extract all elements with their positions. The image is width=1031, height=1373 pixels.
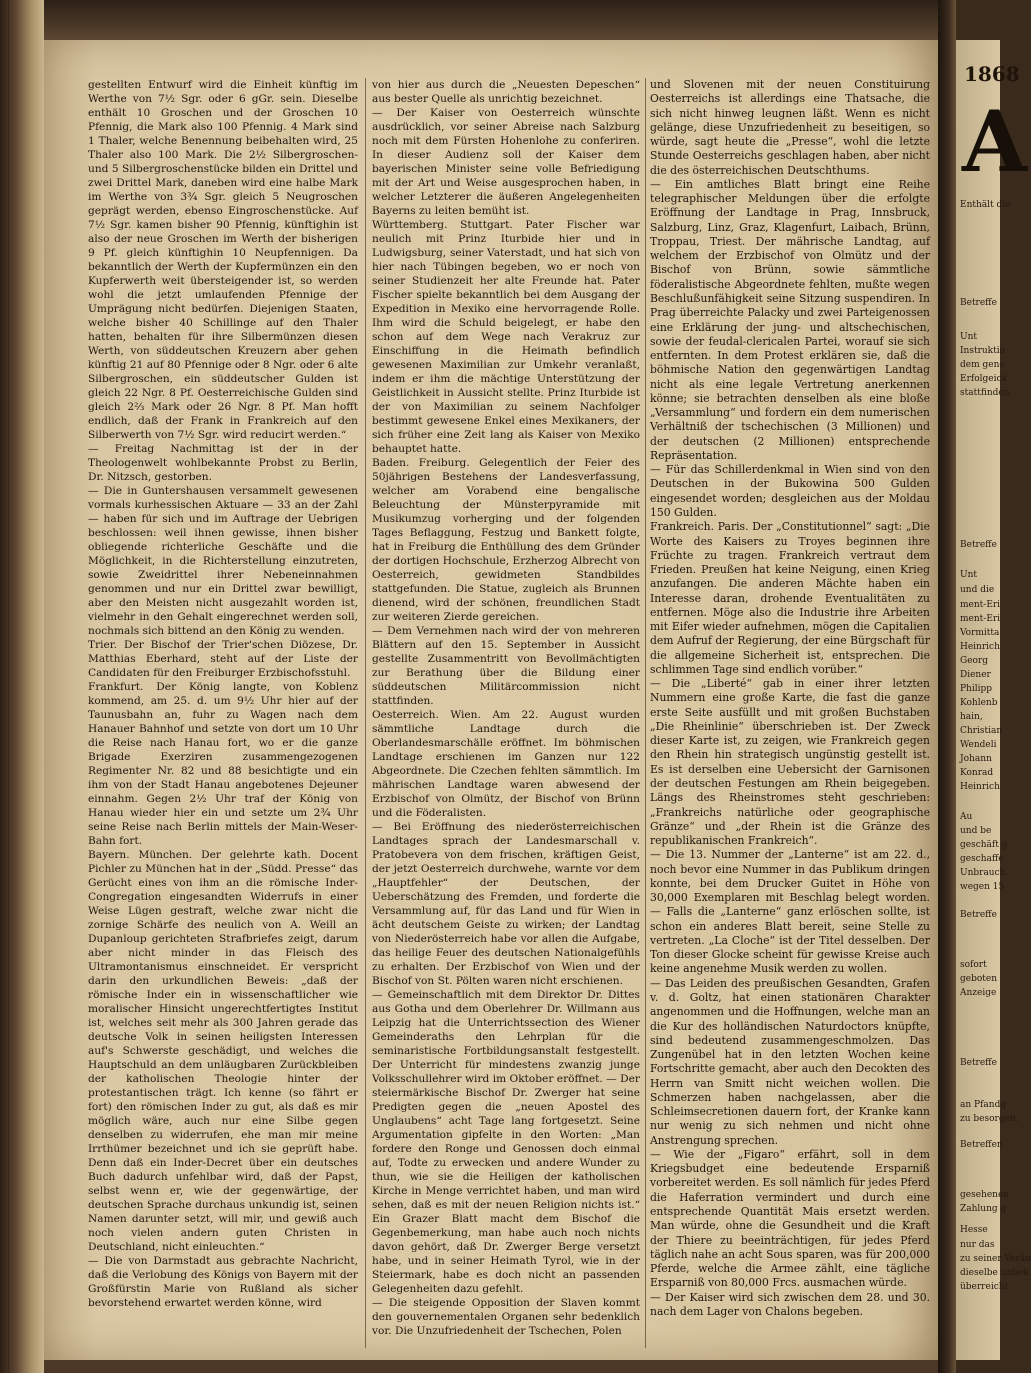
adjacent-page-text-fragment: Betreffe	[960, 540, 997, 550]
article-paragraph: und Slovenen mit der neuen Constituirung Oesterreichs ist allerdings eine Thatsache, die sich nicht hinweg leugnen läßt. Wenn es nicht gelänge, diese Unzufriedenheit zu beseitigen, so würde, sagt heute die „Presse“, wohl die letzte Stunde Oesterreichs geschlagen haben, aber nicht die des österreichischen Deutschthums.	[650, 78, 930, 177]
adjacent-page-text-fragment: sofort	[960, 960, 987, 970]
article-paragraph: — Gemeinschaftlich mit dem Direktor Dr. Dittes aus Gotha und dem Oberlehrer Dr. Willmann aus Leipzig hat die Unterrichtssection des Wiener Gemeinderaths den Lehrplan für die seminaristische Fortbildungsanstalt festgestellt. Der Unterricht für mindestens zwanzig junge Volksschullehrer wird im Oktober eröffnet. — Der steiermärkische Bischof Dr. Zwerger hat seine Predigten gegen die „neuen Apostel des Unglaubens“ acht Tage lang fortgesetzt. Seine Argumentation gipfelte in den Worten: „Man fordere den Ronge und Genossen doch einmal auf, Todte zu erwecken und andere Wunder zu thun, wie sie die Heiligen der katholischen Kirche in Menge verrichtet haben, und man wird sehen, daß es mit der neuen Religion nichts ist.“ Ein Grazer Blatt macht dem Bischof die Gegenbemerkung, man habe auch noch nichts davon gehört, daß Dr. Zwerger Berge versetzt habe, und in seiner Heimath Tyrol, wie in der Steiermark, habe es doch nicht an passenden Gelegenheiten dazu gefehlt.	[372, 989, 640, 1295]
article-paragraph: — Der Kaiser von Oesterreich wünschte ausdrücklich, vor seiner Abreise nach Salzburg noch mit dem Fürsten Hohenlohe zu conferiren. In dieser Audienz soll der Kaiser dem bayerischen Minister seine volle Befriedigung mit der Art und Weise ausgesprochen haben, in welcher Letzterer die äußeren Angelegenheiten Bayerns zu leiten bemüht ist.	[372, 107, 640, 217]
adjacent-page-text-fragment: hain,	[960, 712, 983, 722]
adjacent-page-text-fragment: ment-Eri	[960, 600, 1001, 610]
adjacent-page-text-fragment: Johann	[960, 754, 992, 764]
adjacent-page-text-fragment: Wendeli	[960, 740, 997, 750]
article-paragraph: Württemberg. Stuttgart. Pater Fischer war neulich mit Prinz Iturbide hier und in Ludwigsburg, seiner Vaterstadt, und hat sich von hier nach Tübingen begeben, wo er noch von seiner Studienzeit her alte Freunde hat. Pater Fischer spielte bekanntlich bei dem Ausgang der Expedition in Mexiko eine hervorragende Rolle. Ihm wird die Schuld beigelegt, er habe den schon auf dem Wege nach Verakruz zur Einschiffung in die Heimath befindlich gewesenen Maximilian zur Umkehr veranlaßt, indem er ihm die mächtige Unterstützung der Geistlichkeit in Aussicht stellte. Prinz Iturbide ist der von Maximilian zu seinem Nachfolger bestimmt gewesene Enkel eines Mexikaners, der sich früher eine Zeit lang als Kaiser von Mexiko behauptet hatte.	[372, 219, 640, 455]
adjacent-page-text-fragment: Enthält die	[960, 200, 1011, 210]
article-paragraph: — Freitag Nachmittag ist der in der Theologenwelt wohlbekannte Probst zu Berlin, Dr. Nitzsch, gestorben.	[88, 443, 358, 483]
adjacent-page-text-fragment: Unt	[960, 570, 977, 580]
article-paragraph: — Bei Eröffnung des niederösterreichischen Landtages sprach der Landesmarschall v. Pratobevera von dem frischen, kräftigen Geist, der jetzt Oesterreich durchwehe, warnte vor dem „Hauptfehler“ der Deutschen, der Ueberschätzung des Fremden, und forderte die Versammlung auf, für das Land und für Wien in ächt deutschem Geiste zu wirken; der Landtag von Niederösterreich habe vor allen die Aufgabe, das heilige Feuer des deutschen Nationalgefühls zu erhalten. Der Erzbischof von Wien und der Bischof von St. Pölten waren nicht erschienen.	[372, 821, 640, 987]
adjacent-page-text-fragment: Unt	[960, 332, 977, 342]
adjacent-page-text-fragment: Vormitta	[960, 628, 1000, 638]
article-paragraph: Bayern. München. Der gelehrte kath. Docent Pichler zu München hat in der „Südd. Presse“ das Gerücht eines von ihm an die römische Inder-Congregation eingesandten Widerrufs in einer Weise Lügen gestraft, welche zwar nicht die zornige Schärfe des neulich von A. Weill an Dupanloup gerichteten Strafbriefes zeigt, darum aber nicht minder in das Fleisch des Ultramontanismus einschneidet. Er verspricht darin den urkundlichen Beweis: „daß der römische Inder ein in wissenschaftlicher wie moralischer Hinsicht ungerechtfertigtes Institut ist, welches seit mehr als 300 Jahren gerade das deutsche Volk in seinen heiligsten Interessen auf's Schwerste geschädigt, und welches die Hauptschuld an dem unläugbaren Zurückbleiben der katholischen Theologie hinter der protestantischen trägt. Ich kenne (so fährt er fort) den römischen Inder zu gut, als daß es mir möglich wäre, auch nur eine Silbe gegen denselben zu widerrufen, ehe man mir meine Irrthümer bezeichnet und ich sie geprüft habe. Denn daß ein Inder-Decret über ein deutsches Buch dadurch unfehlbar wird, daß der Papst, selbst wenn er, wie der gegenwärtige, der deutschen Sprache durchaus unkundig ist, seinen Namen darunter setzt, will mir, und gewiß auch noch vielen andern guten Christen in Deutschland, nicht einleuchten.“	[88, 849, 358, 1253]
article-paragraph: Frankreich. Paris. Der „Constitutionnel“ sagt: „Die Worte des Kaisers zu Troyes beginnen ihre Früchte zu tragen. Frankreich vertraut dem Frieden. Preußen hat keine Neigung, einen Krieg anzufangen. Die anderen Mächte haben ein Interesse daran, drohende Eventualitäten zu entfernen. Möge also die Industrie ihre Arbeiten mit Eifer wieder aufnehmen, mögen die Capitalien dem Aufruf der Regierung, der eine Bürgschaft für die allgemeine Sicherheit ist, entsprechen. Die schlimmen Tage sind endlich vorüber.“	[650, 520, 930, 676]
adjacent-page-text-fragment: Heinrich	[960, 782, 1000, 792]
column-divider	[645, 78, 646, 1348]
column-divider	[365, 78, 366, 1348]
adjacent-page-text-fragment: geschäft g	[960, 840, 1008, 850]
adjacent-page-text-fragment: Betreffe	[960, 910, 997, 920]
adjacent-page-text-fragment: Kohlenb	[960, 698, 998, 708]
adjacent-page-text-fragment: Christian	[960, 726, 1003, 736]
adjacent-page-text-fragment: Instruktio	[960, 346, 1006, 356]
article-paragraph: — Die in Guntershausen versammelt gewesenen vormals kurhessischen Aktuare — 33 an der Zahl — haben für sich und im Auftrage der Uebrigen beschlossen: weil ihnen gewisse, ihnen bisher obliegende richterliche Geschäfte und die Möglichkeit, in die Richterstellung einzutreten, sowie Zweidrittel ihrer Nebeneinnahmen genommen und nur ein Drittel zwar bewilligt, aber den Meisten nicht ausgezahlt worden ist, vielmehr in den Gehalt eingerechnet werden soll, nochmals sich bittend an den König zu wenden.	[88, 485, 358, 637]
adjacent-page-text-fragment: wegen 15	[960, 882, 1005, 892]
article-paragraph: — Wie der „Figaro“ erfährt, soll in dem Kriegsbudget eine bedeutende Ersparniß vorbereitet werden. Es soll nämlich für jedes Pferd die Haferration vermindert und durch eine entsprechende Quantität Mais ersetzt werden. Man würde, ohne die Gesundheit und die Kraft der Thiere zu beeinträchtigen, für jedes Pferd täglich nahe an acht Sous sparen, was für 200,000 Pferde, welche die Armee zählt, eine tägliche Ersparniß von 80,000 Frcs. ausmachen würde.	[650, 1147, 930, 1290]
article-paragraph: — Für das Schillerdenkmal in Wien sind von den Deutschen in der Bukowina 500 Gulden eingesendet worden; desgleichen aus der Moldau 150 Gulden.	[650, 463, 930, 519]
adjacent-page-text-fragment: zu seiner Veräu	[960, 1254, 1031, 1264]
book-binding	[0, 0, 44, 1373]
adjacent-page-text-fragment: Konrad	[960, 768, 994, 778]
article-paragraph: — Die 13. Nummer der „Lanterne“ ist am 22. d., noch bevor eine Nummer in das Publikum dringen konnte, bei dem Drucker Guitet in Höhe von 30,000 Exemplaren mit Beschlag belegt worden. — Falls die „Lanterne“ ganz erlöschen sollte, ist schon ein anderes Blatt bereit, seine Stelle zu vertreten. „La Cloche“ ist der Titel desselben. Der Ton dieser Glocke scheint für gewisse Kreise auch keine angenehme Musik werden zu wollen.	[650, 848, 930, 976]
adjacent-page-text-fragment: und be	[960, 826, 992, 836]
article-paragraph: — Der Kaiser wird sich zwischen dem 28. und 30. nach dem Lager von Chalons begeben.	[650, 1290, 930, 1318]
article-paragraph: — Die steigende Opposition der Slaven kommt den gouvernementalen Organen sehr bedenklich vor. Die Unzufriedenheit der Tschechen, Polen	[372, 1297, 640, 1337]
article-paragraph: gestellten Entwurf wird die Einheit künftig im Werthe von 7½ Sgr. oder 6 gGr. sein. Dieselbe enthält 10 Groschen und der Groschen 10 Pfennig, die Mark also 100 Pfennig. 4 Mark sind 1 Thaler, welche Benennung beibehalten wird, 25 Thaler also 100 Mark. Die 2½ Silbergroschen- und 5 Silbergroschenstücke bilden ein Drittel und zwei Drittel Mark, daneben wird eine halbe Mark im Werthe von 3¾ Sgr. gleich 5 Neugroschen geprägt werden, ebenso Eingroschenstücke. Auf 7½ Sgr. kamen bisher 90 Pfennig, künftighin ist also der neue Groschen im Werth der bisherigen 9 Pf. gleich künftighin 10 Neupfennigen. Da bekanntlich der Werth der Kupfermünzen ein den Kupferwerth weit übersteigender ist, so werden wohl die jetzt umlaufenden Pfennige der Umprägung nicht bedürfen. Diejenigen Staaten, welche bisher 40 Schillinge auf den Thaler hatten, behalten für ihre Silbermünzen diesen Werth, von süddeutschen Kreuzern aber gehen künftig 21 auf 80 Pfennige oder 8 Ngr. oder 6 alte Silbergroschen, ein süddeutscher Gulden ist gleich 22 Ngr. 8 Pf. Oesterreichische Gulden sind gleich 2⅔ Mark oder 26 Ngr. 8 Pf. Man hofft endlich, daß der Frank in Frankreich auf den Silberwerth von 7½ Sgr. wird reducirt werden.“	[88, 79, 358, 441]
adjacent-page-text-fragment: Heinrich	[960, 642, 1000, 652]
adjacent-page-text-fragment: und die	[960, 585, 995, 595]
adjacent-page-year: 1868	[964, 62, 1020, 86]
article-paragraph: Baden. Freiburg. Gelegentlich der Feier des 50jährigen Bestehens der Landesverfassung, welcher am Vorabend eine bengalische Beleuchtung der Münsterpyramide mit Musikumzug vorherging und der folgenden Tages Beflaggung, Festzug und Bankett folgte, hat in Freiburg die Enthüllung des dem Gründer der dortigen Hochschule, Erzherzog Albrecht von Oesterreich, gewidmeten Standbildes stattgefunden. Die Statue, zugleich als Brunnen dienend, wird der schönen, freundlichen Stadt zur weiteren Zierde gereichen.	[372, 457, 640, 623]
adjacent-page-text-fragment: Hesse	[960, 1225, 988, 1235]
adjacent-page-text-fragment: Betreffe	[960, 1058, 997, 1068]
article-paragraph: — Das Leiden des preußischen Gesandten, Grafen v. d. Goltz, hat einen stationären Charakter angenommen und die Hoffnungen, welche man an die Kur des holländischen Naturdoctors knüpfte, sind bedeutend zusammengeschmolzen. Das Zungenübel hat in den letzten Wochen keine Fortschritte gemacht, aber auch den Decokten des Herrn van Smitt nicht weichen wollen. Die Schmerzen haben nachgelassen, aber die Schleimsecretionen dauern fort, der Kranke kann nur wenig zu sich nehmen und nicht ohne Anstrengung sprechen.	[650, 976, 930, 1147]
adjacent-page-text-fragment: Georg	[960, 656, 988, 666]
column-2	[372, 78, 640, 1338]
column-1	[88, 78, 358, 1310]
article-paragraph: Frankfurt. Der König langte, von Koblenz kommend, am 25. d. um 9½ Uhr hier auf der Taunusbahn an, fuhr zu Wagen nach dem Hanauer Bahnhof und setzte von dort um 10 Uhr die Reise nach Hanau fort, wo er die ganze Brigade Exerziren zusammengezogenen Regimenter Nr. 82 und 88 besichtigte und ein ihm von der Stadt Hanau angebotenes Dejeuner einnahm. Gegen 2½ Uhr traf der König von Hanau wieder hier ein und setzte um 2¾ Uhr seine Reise nach Berlin mittels der Main-Weser-Bahn fort.	[88, 681, 358, 847]
article-paragraph: — Ein amtliches Blatt bringt eine Reihe telegraphischer Meldungen über die erfolgte Eröffnung der Landtage in Prag, Innsbruck, Salzburg, Linz, Graz, Klagenfurt, Laibach, Brünn, Troppau, Triest. Der mährische Landtag, auf welchem der Erzbischof von Olmütz und der Bischof von Brünn, sowie sämmtliche föderalistische Abgeordnete fehlten, mußte wegen Beschlußunfähigkeit seine Sitzung suspendiren. In Prag überreichte Palacky und zwei Parteigenossen eine Erklärung der jung- und altschechischen, sowie der feudal-clericalen Partei, worauf sie sich entfernten. In dem Protest erklären sie, daß die böhmische Nation den gegenwärtigen Landtag nicht als eine legale Vertretung anerkennen könne; sie betrachten denselben als eine bloße „Versammlung“ und fordern ein dem numerischen Verhältniß der tschechischen (3 Millionen) und der deutschen (2 Millionen) entsprechende Repräsentation.	[650, 177, 930, 462]
article-paragraph: — Die „Liberté“ gab in einer ihrer letzten Nummern eine große Karte, die fast die ganze erste Seite ausfüllt und mit großen Buchstaben „Die Rheinlinie“ überschrieben ist. Der Zweck dieser Karte ist, zu zeigen, wie Frankreich gegen den Rhein hin strategisch ungünstig gestellt ist. Es ist derselben eine Uebersicht der Garnisonen der deutschen Festungen am Rhein beigegeben. Längs des Rheinstromes steht geschrieben: „Frankreichs natürliche oder geographische Gränze“ und „der Rhein ist die Gränze des republikanischen Frankreich“.	[650, 677, 930, 848]
adjacent-page-text-fragment: Philipp	[960, 684, 993, 694]
article-paragraph: von hier aus durch die „Neuesten Depeschen“ aus bester Quelle als unrichtig bezeichnet.	[372, 79, 640, 105]
page-bottom-shadow	[44, 1360, 940, 1373]
adjacent-page-text-fragment: Zahlung g	[960, 1204, 1007, 1214]
article-paragraph: Trier. Der Bischof der Trier'schen Diözese, Dr. Matthias Eberhard, steht auf der Liste der Candidaten für den Freiburger Erzbischofsstuhl.	[88, 639, 358, 679]
adjacent-page-text-fragment: ment-Eri	[960, 614, 1001, 624]
adjacent-page-text-fragment: gesehenen	[960, 1190, 1010, 1200]
adjacent-page-masthead-initial: A	[962, 92, 1028, 191]
adjacent-page-text-fragment: Anzeige	[960, 988, 997, 998]
article-paragraph: — Die von Darmstadt aus gebrachte Nachricht, daß die Verlobung des Königs von Bayern mit der Großfürstin Marie von Rußland als sicher bevorstehend erwartet werden könne, wird	[88, 1255, 358, 1309]
adjacent-page-text-fragment: stattfinden	[960, 388, 1010, 398]
adjacent-page-text-fragment: an Pfandg	[960, 1100, 1007, 1110]
adjacent-page-text-fragment: nur das	[960, 1240, 995, 1250]
adjacent-page-text-fragment: Unbrauch	[960, 868, 1006, 878]
adjacent-page-text-fragment: Au	[960, 812, 973, 822]
adjacent-page-text-fragment: zu besorgen.	[960, 1114, 1019, 1124]
adjacent-page-text-fragment: überreicht	[960, 1282, 1009, 1292]
adjacent-page-text-fragment: geschaffe	[960, 854, 1004, 864]
adjacent-page-text-fragment: Diener	[960, 670, 991, 680]
adjacent-page	[956, 40, 1031, 1360]
adjacent-page-text-fragment: Betreffe	[960, 298, 997, 308]
book-gutter	[938, 0, 956, 1373]
article-paragraph: Oesterreich. Wien. Am 22. August wurden sämmtliche Landtage durch die Oberlandesmarschälle eröffnet. Im böhmischen Landtage erschienen im Ganzen nur 122 Abgeordnete. Die Czechen fehlten sämmtlich. Im mährischen Landtage waren abwesend der Erzbischof von Olmütz, der Bischof von Brünn und die Föderalisten.	[372, 709, 640, 819]
adjacent-page-text-fragment: geboten	[960, 974, 998, 984]
adjacent-page-text-fragment: Erfolgeick	[960, 374, 1007, 384]
column-3	[650, 78, 930, 1319]
adjacent-page-text-fragment: dieselbe unbek	[960, 1268, 1029, 1278]
page-top-shadow	[44, 0, 940, 40]
adjacent-page-text-fragment: Betreffen	[960, 1140, 1003, 1150]
article-paragraph: — Dem Vernehmen nach wird der von mehreren Blättern auf den 15. September in Aussicht gestellte Zusammentritt von Bevollmächtigten zur Berathung über die Bildung einer süddeutschen Militärcommission nicht stattfinden.	[372, 625, 640, 707]
adjacent-page-text-fragment: dem gene	[960, 360, 1005, 370]
